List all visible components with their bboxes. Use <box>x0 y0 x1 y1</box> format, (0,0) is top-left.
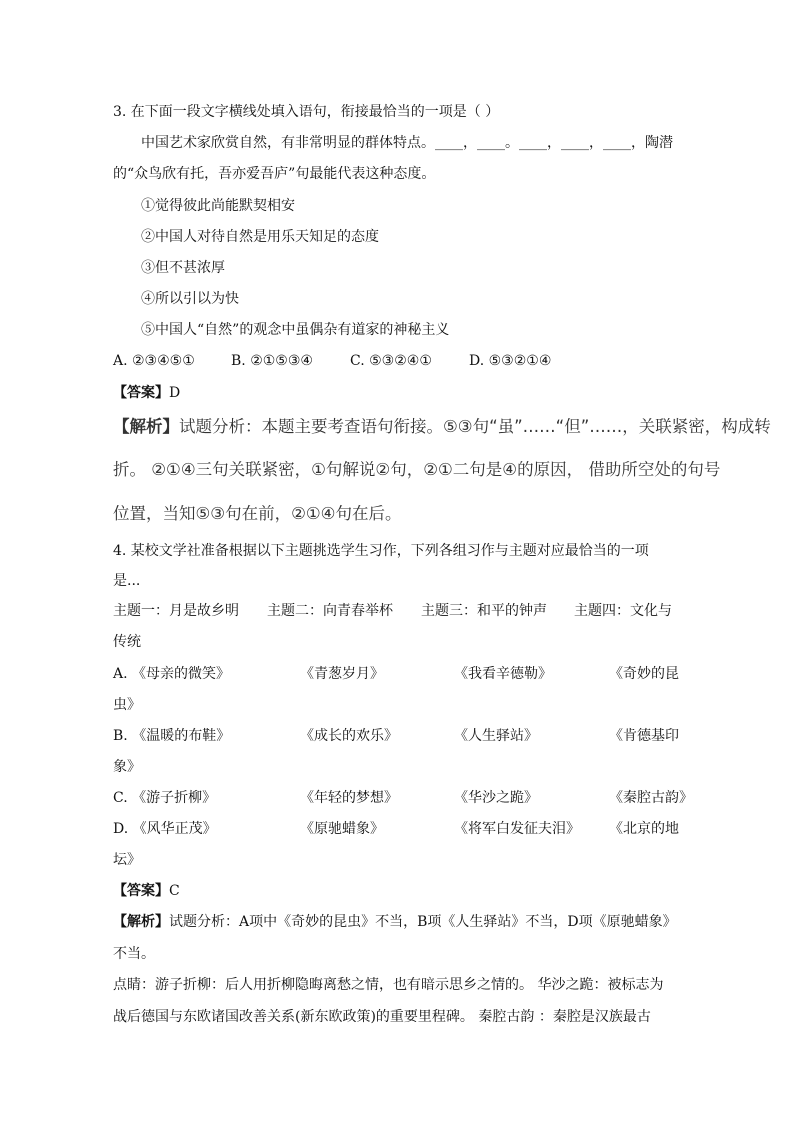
q4-option-b-c1: B. 《温暖的布鞋》 <box>113 728 231 744</box>
q4-stem-line1: 4. 某校文学社准备根据以下主题挑选学生习作，下列各组习作与主题对应最恰当的一项 <box>113 543 649 559</box>
q4-option-b-c4: 《肯德基印 <box>609 728 679 744</box>
q4-note-line2: 战后德国与东欧诸国改善关系(新东欧政策)的重要里程碑。 秦腔古韵 ：秦腔是汉族最古 <box>113 1009 651 1025</box>
q3-item-3: ③但不甚浓厚 <box>141 260 225 276</box>
q3-analysis-line3: 位置，当知⑤③句在前，②①④句在后。 <box>113 504 402 523</box>
q4-option-c-c3: 《华沙之跪》 <box>454 790 538 806</box>
q4-option-b-c2: 《成长的欢乐》 <box>300 728 398 744</box>
q4-answer-label: 【答案】 <box>113 883 169 899</box>
q4-analysis-line2: 不当。 <box>113 946 155 962</box>
q4-option-d-c3: 《将军白发征夫泪》 <box>454 821 580 837</box>
q3-analysis-label: 【解析】 <box>113 417 179 436</box>
q4-option-c-c1: C. 《游子折柳》 <box>113 790 217 806</box>
q4-option-a-c3: 《我看辛德勒》 <box>454 666 552 682</box>
q4-theme-4: 主题四：文化与 <box>574 603 672 619</box>
q4-option-d <box>113 819 693 839</box>
q4-note-line1: 点睛：游子折柳：后人用折柳隐晦离愁之情，也有暗示思乡之情的。 华沙之跪：被标志为 <box>113 977 664 993</box>
q4-option-c-c4: 《秦腔古韵》 <box>609 790 693 806</box>
q4-option-b-c3: 《人生驿站》 <box>454 728 538 744</box>
q3-answer <box>113 383 180 403</box>
q3-choice-a: A. ②③④⑤① <box>113 353 195 369</box>
q3-item-4: ④所以引以为快 <box>141 291 239 307</box>
q3-answer-label: 【答案】 <box>113 385 169 401</box>
q3-item-5: ⑤中国人“自然”的观念中虽偶杂有道家的神秘主义 <box>141 322 450 338</box>
q4-theme-1: 主题一：月是故乡明 <box>113 603 239 619</box>
q4-analysis-text1: 试题分析：A项中《奇妙的昆虫》不当，B项《人生驿站》不当，D项《原驰蜡象》 <box>169 914 677 930</box>
q4-theme-3: 主题三：和平的钟声 <box>421 603 547 619</box>
q4-option-a-c4: 《奇妙的昆 <box>609 666 679 682</box>
q4-theme-2: 主题二：向青春举杯 <box>267 603 393 619</box>
q4-option-c-c2: 《年轻的梦想》 <box>300 790 398 806</box>
q4-themes <box>113 601 693 621</box>
q4-option-d-wrap: 坛》 <box>113 852 141 868</box>
q3-passage-line1: 中国艺术家欣赏自然，有非常明显的群体特点。____，____。____，____，____，陶潜 <box>141 135 673 151</box>
q3-stem: 3. 在下面一段文字横线处填入语句，衔接最恰当的一项是（ ） <box>113 104 500 120</box>
q3-item-2: ②中国人对待自然是用乐天知足的态度 <box>141 229 379 245</box>
q4-option-a-wrap: 虫》 <box>113 697 141 713</box>
q4-option-b <box>113 726 693 746</box>
q4-option-b-wrap: 象》 <box>113 759 141 775</box>
q3-analysis-text1: 试题分析：本题主要考查语句衔接。⑤③句“虽”……“但”……，关联紧密，构成转 <box>179 417 771 436</box>
q3-choices <box>113 351 693 371</box>
q4-option-c <box>113 788 693 808</box>
q4-option-a-c1: A. 《母亲的微笑》 <box>113 666 231 682</box>
q4-analysis-line1 <box>113 912 677 932</box>
q3-choice-d: D. ⑤③②①④ <box>469 353 552 369</box>
q4-option-a <box>113 664 693 684</box>
q3-passage-line2: 的“众鸟欣有托，吾亦爱吾庐”句最能代表这种态度。 <box>113 166 436 182</box>
q4-option-a-c2: 《青葱岁月》 <box>300 666 384 682</box>
q3-choice-c: C. ⑤③②④① <box>350 353 432 369</box>
q4-option-d-c4: 《北京的地 <box>609 821 679 837</box>
q3-analysis-line1 <box>113 417 771 437</box>
q3-analysis-line2: 折。 ②①④三句关联紧密，①句解说②句，②①二句是④的原因， 借助所空处的句号 <box>113 460 721 479</box>
q3-item-1: ①觉得彼此尚能默契相安 <box>141 198 295 214</box>
q3-answer-value: D <box>169 385 181 401</box>
q4-option-d-c1: D. 《风华正茂》 <box>113 821 217 837</box>
q4-answer-value: C <box>169 883 180 899</box>
q3-choice-b: B. ②①⑤③④ <box>231 353 313 369</box>
q4-analysis-label: 【解析】 <box>113 914 169 930</box>
q4-stem-line2: 是... <box>113 573 141 589</box>
q4-answer <box>113 881 180 901</box>
q4-option-d-c2: 《原驰蜡象》 <box>300 821 384 837</box>
q4-themes-wrap: 传统 <box>113 634 141 650</box>
